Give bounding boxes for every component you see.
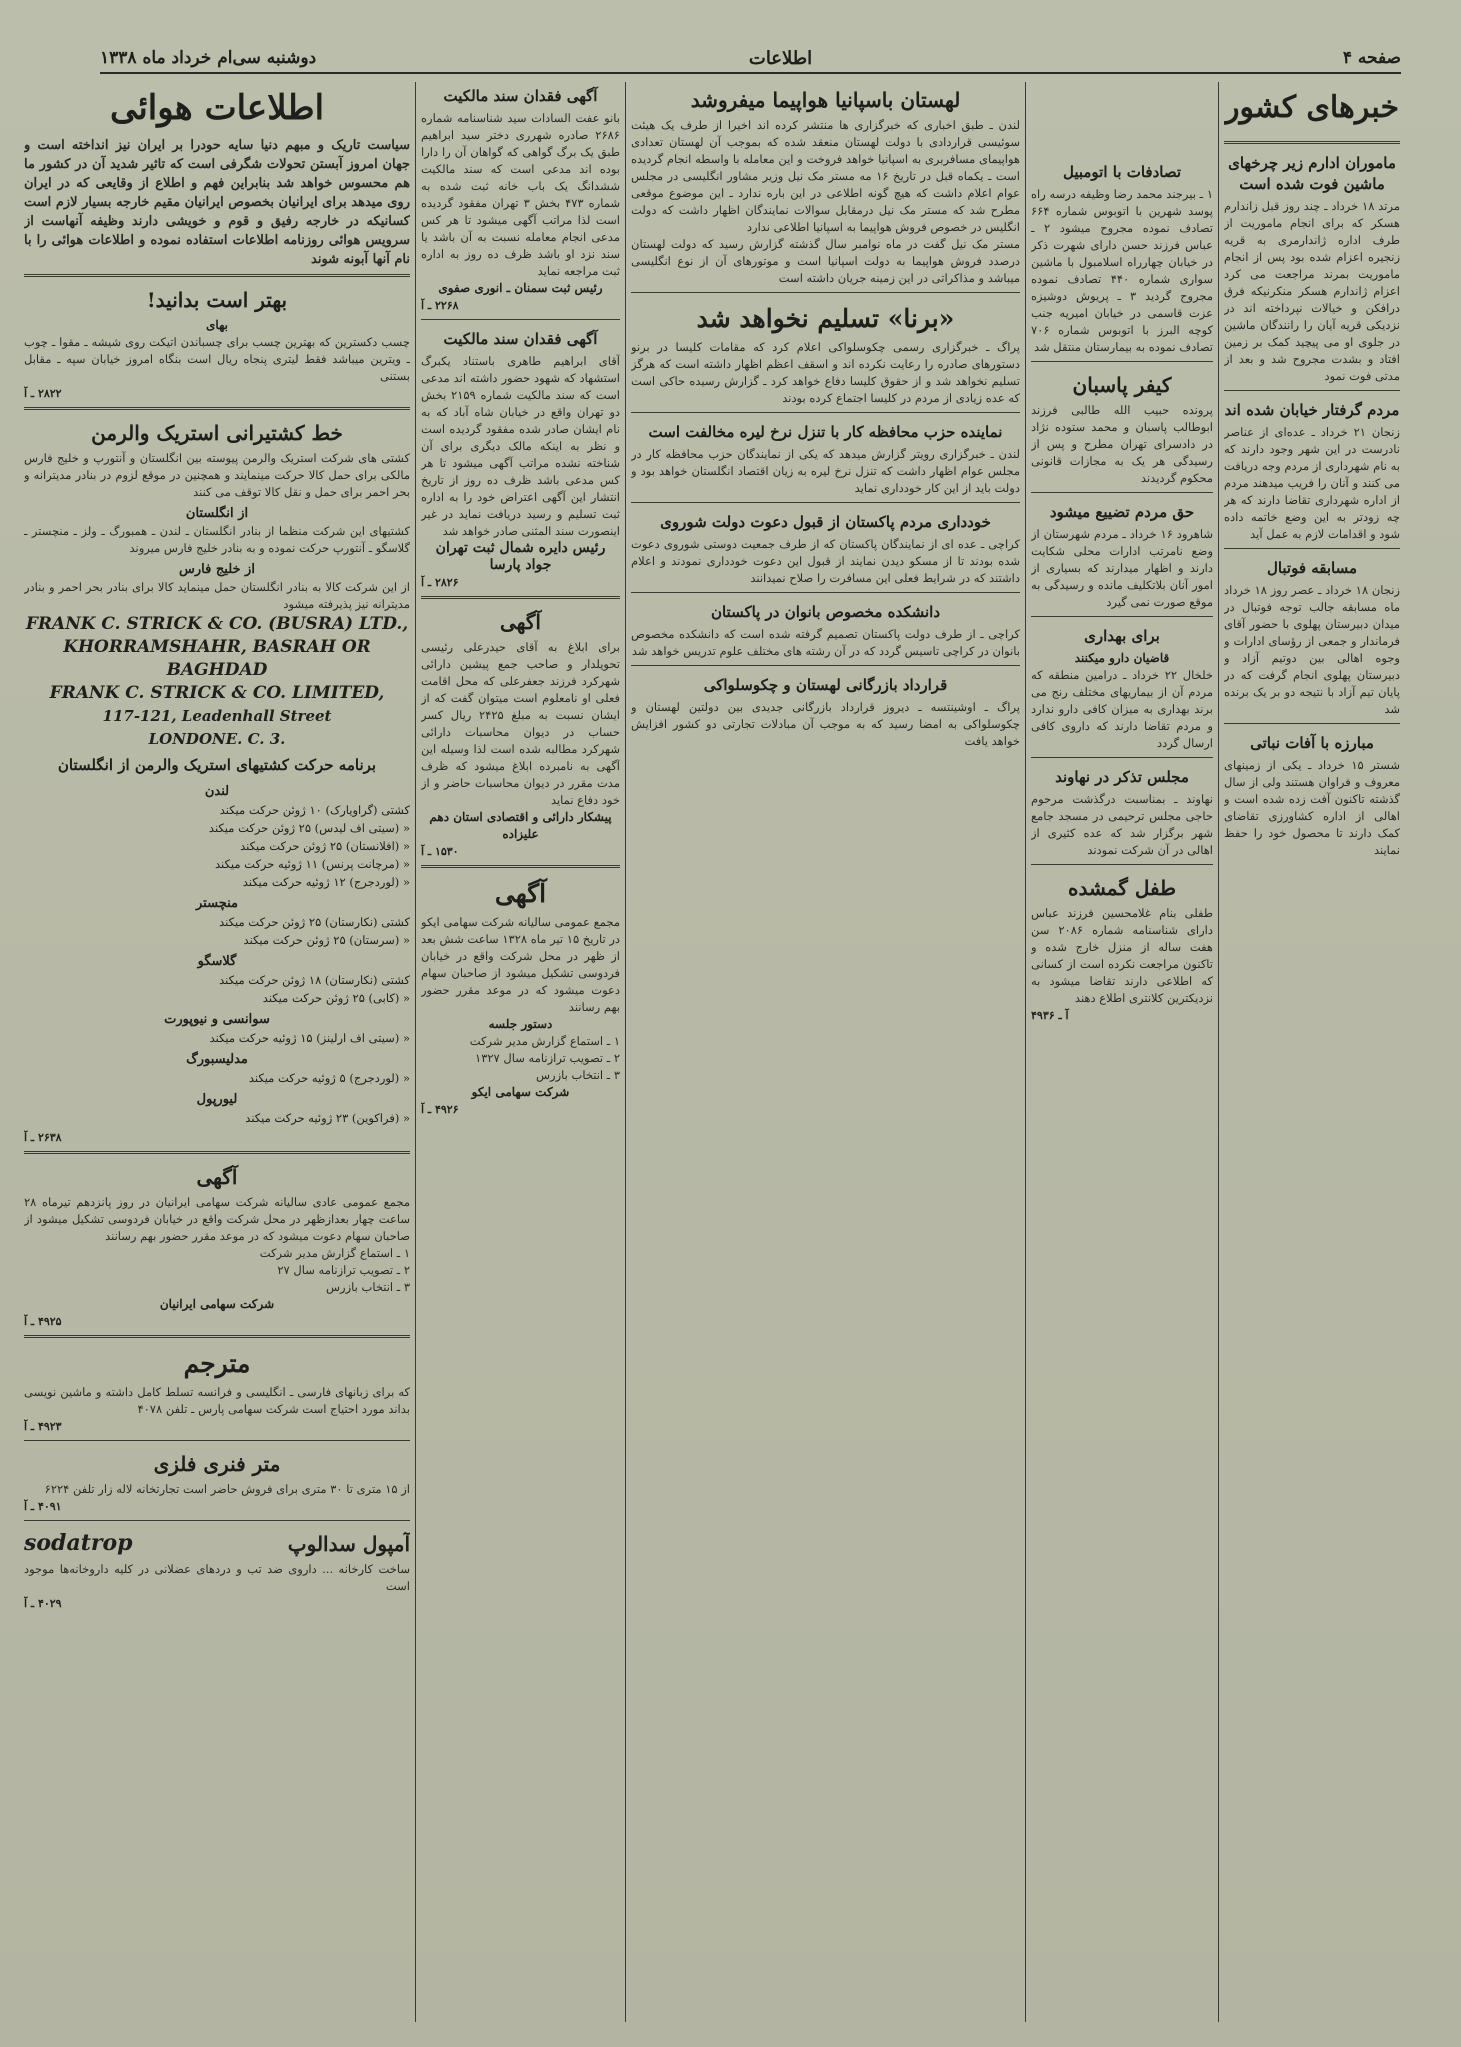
- divider: [24, 1440, 410, 1441]
- route-heading: از خلیج فارس: [179, 562, 255, 577]
- ad-subheadline: بهای: [206, 318, 228, 332]
- divider: [631, 592, 1020, 593]
- ad-signature: شرکت سهامی ایرانیان: [159, 1297, 275, 1311]
- divider: [1224, 723, 1400, 724]
- ad-code: ۴۹۲۵ ـ آ: [24, 1315, 62, 1328]
- article-body: خلخال ۲۲ خرداد ـ درامین منطقه که مردم آن از بیماریهای مختلف رنج می برند بهداری به میزان کافی دارو ندارد و مردم تقاضا دارند که داروی کافی ارسال گردد: [1031, 668, 1213, 750]
- notice-body: مجمع عمومی سالیانه شرکت سهامی ایکو در تاریخ ۱۵ تیر ماه ۱۳۲۸ ساعت شش بعد از ظهر در محل شرکت واقع در خیابان فردوسی تشکیل میشود از صاحبان سهام دعوت میشود که در موعد مقرر حضور بهم رسانند: [421, 915, 620, 1014]
- notice-signature: رئیس ثبت سمنان ـ انوری صفوی: [438, 281, 603, 295]
- divider: [1031, 361, 1213, 362]
- sailing-row: « (سیتی اف لیدس) ۲۵ ژوئن حرکت میکند: [208, 821, 410, 835]
- divider: [631, 502, 1020, 503]
- sailing-schedule: [24, 782, 410, 1127]
- agenda-item: ۳ ـ انتخاب بازرس: [326, 1280, 410, 1294]
- publication-name: اطلاعات: [748, 47, 813, 69]
- brand-logo: sodatrop: [24, 1530, 133, 1556]
- article-headline: نماینده حزب محافظه کار با تنزل نرخ لیره مخالفت است: [648, 423, 1003, 441]
- article-body: لندن ـ خبرگزاری رویتر گزارش میدهد که یکی از نمایندگان حزب محافظه کار در مجلس عوام اظهار داشت که تنزل نرخ لیره به زیان اقتصاد انگلستان خواهد بود و دولت باید از این کار خودداری نماید: [631, 447, 1020, 495]
- sailing-row: « (فراکوین) ۲۳ ژوئیه حرکت میکند: [245, 1111, 410, 1125]
- sailing-row: « (لوردجرج) ۵ ژوئیه حرکت میکند: [248, 1071, 410, 1085]
- divider: [24, 1151, 410, 1154]
- article-body: کراچی ـ از طرف دولت پاکستان تصمیم گرفته شده است که دانشکده مخصوص بانوان در کراچی تاسیس گردد که در آن رشته های مختلف علوم تدریس خواهد شد: [631, 627, 1020, 658]
- agenda-item: ۱ ـ استماع گزارش مدیر شرکت: [259, 1246, 410, 1260]
- ad-body: از این شرکت کالا به بنادر انگلستان حمل مینماید کالا برای بنادر بحر احمر و بنادر مدیترانه نیز پذیرفته میشود: [24, 580, 410, 611]
- sailing-row: کشتی (گراویارک) ۱۰ ژوئن حرکت میکند: [219, 803, 410, 817]
- notice-headline: آگهی فقدان سند مالکیت: [443, 330, 598, 348]
- article-headline: دانشکده مخصوص بانوان در پاکستان: [710, 603, 941, 621]
- divider: [1224, 548, 1400, 549]
- ad-headline: بهتر است بدانید!: [146, 288, 288, 312]
- article-headline: مردم گرفتار خیابان شده اند: [1224, 401, 1400, 419]
- article-body: مرتد ۱۸ خرداد ـ چند روز قبل زاندارم هسکر که برای انجام ماموریت از طرف اداره ژاندارمری به قریه زنجیره اعزام شده بود پس از انجام ماموریت بمرند مراجعت می کرد اعزام ژاندارم هسکر منکرنیکه فرق درافکن و خیالات نپرداخته اند در نزدیکی قریه آیان را رانندگان ماشین در جلوی او می پیچید کمک بر زمین افتاد و بشدت مجروح شد و بعد از مدتی فوت نمود: [1224, 199, 1400, 383]
- ad-code: ۱۵۳۰ ـ آ: [421, 845, 459, 858]
- promo-body: سیاست تاریک و مبهم دنیا سایه حودرا بر ایران نیز انداخته است و جهان امروز آبستن تحولات شگرفی است که تاثیر شدید آن در کشور ما هم محسوس خواهد شد بنابراین فهم و اطلاع از وقایعی که در ایران روی میدهد برای ایرانیان بخصوص ایرانیان مقیم خارجه بسیار لازم است کسانیکه در خارجه رفیق و قوم و خویشی دارند وظیفه آنهاست از سرویس هوائی روزنامه اطلاعات استفاده نموده و اطلاعات هوائی را با نام آنها آبونه شوند: [24, 138, 410, 267]
- company-address-line: LONDONE. C. 3.: [148, 730, 286, 748]
- ad-code: ۴۰۹۱ ـ آ: [24, 1500, 62, 1513]
- ad-body: که برای زبانهای فارسی ـ انگلیسی و فرانسه تسلط کامل داشته و ماشین نویسی بداند مورد احتیاج است شرکت سهامی پارس ـ تلفن ۴۰۷۸: [24, 1385, 410, 1416]
- notice-signature: شرکت سهامی ایکو: [471, 1085, 570, 1099]
- column-rule: [1218, 82, 1219, 2022]
- company-address-line: FRANK C. STRICK & CO. LIMITED,: [49, 683, 385, 703]
- schedule-headline: برنامه حرکت کشتیهای استریک والرمن از انگلستان: [57, 756, 377, 774]
- article-headline: حق مردم تضییع میشود: [1049, 503, 1195, 521]
- sailing-row: « (لوردجرج) ۱۲ ژوئیه حرکت میکند: [242, 875, 410, 889]
- issue-date: دوشنبه سی‌ام خرداد ماه ۱۳۳۸: [100, 48, 317, 68]
- article-body: کراچی ـ عده ای از نمایندگان پاکستان که از طرف جمعیت دوستی شوروی دعوت شده بودند تا از مسکو دیدن نمایند از قبول این دعوت خودداری نمودند و اعلام داشتند که در شرایط فعلی این مسافرت را صلاح نمیدانند: [631, 537, 1020, 585]
- divider: [1031, 757, 1213, 758]
- article-headline: لهستان باسپانیا هواپیما میفروشد: [690, 88, 961, 112]
- ad-code: ۴۰۲۹ ـ آ: [24, 1597, 62, 1610]
- divider: [24, 274, 410, 277]
- sailing-row: « (کابی) ۲۵ ژوئن حرکت میکند: [262, 991, 410, 1005]
- article-headline: برای بهداری: [1084, 627, 1160, 645]
- page-header: [100, 44, 1401, 74]
- agenda-item: ۱ ـ استماع گزارش مدیر شرکت: [469, 1034, 620, 1048]
- ad-body: کشتیهای این شرکت منظما از بنادر انگلستان ـ لندن ـ همبورگ ـ ولز ـ منچستر ـ گلاسگو ـ آنتورپ حرکت نموده و به بنادر خلیج فارس میروند: [24, 524, 410, 555]
- column-rule: [625, 82, 626, 2022]
- notice-signature: پیشکار دارائی و اقتصادی استان دهم علیزاده: [429, 810, 612, 841]
- notice-signature: رئیس دایره شمال ثبت تهران جواد پارسا: [435, 540, 606, 573]
- article-headline: تصادفات با اتومبیل: [1062, 163, 1182, 181]
- ad-body: چسب دکسترین که بهترین چسب برای چسباندن اتیکت روی شیشه ـ مقوا ـ چوب ـ ویترین میباشد فقط لیتری پنجاه ریال است بنگاه امروز خیابان سپه ـ مقابل بستنی: [24, 335, 410, 383]
- column-4: [421, 82, 620, 2022]
- agenda-title: دستور جلسه: [488, 1017, 553, 1031]
- article-body: پراگ ـ اوشینتسه ـ دیروز قرارداد بازرگانی جدیدی بین دولتین لهستان و چکوسلواکی به امضا رسید که به موجب آن مبادلات تجارتی دو کشور افزایش خواهد یافت: [631, 700, 1020, 748]
- sailing-row: « (سرستان) ۲۵ ژوئن حرکت میکند: [243, 933, 410, 947]
- divider: [1031, 492, 1213, 493]
- port-heading: مدلیسبورگ: [186, 1052, 248, 1067]
- column-5: [24, 82, 410, 2022]
- divider: [631, 665, 1020, 666]
- ad-code: آ ـ ۴۹۳۶: [1031, 1009, 1069, 1022]
- ad-code: ۴۹۲۳ ـ آ: [24, 1420, 62, 1433]
- ad-body: از ۱۵ متری تا ۳۰ متری برای فروش حاضر است تجارتخانه لاله زار تلفن ۶۲۲۴: [44, 1482, 410, 1496]
- agenda-item: ۳ ـ انتخاب بازرس: [536, 1068, 620, 1082]
- article-headline: ماموران ادارم زیر چرخهای ماشین فوت شده است: [1228, 154, 1396, 193]
- notice-headline: آگهی فقدان سند مالکیت: [443, 87, 598, 105]
- divider: [421, 319, 620, 320]
- divider: [1224, 390, 1400, 391]
- column-rule: [415, 82, 416, 2022]
- article-headline: مبارزه با آفات نباتی: [1250, 734, 1374, 752]
- ad-body: ساخت کارخانه ... داروی ضد تب و دردهای عضلانی در کلیه داروخانه‌ها موجود است: [24, 1562, 410, 1593]
- notice-headline: آگهی: [500, 610, 541, 634]
- section-title: خبرهای کشور: [1224, 90, 1400, 125]
- article-body: طفلی بنام غلامحسین فرزند عباس دارای شناسنامه شماره ۲۰۸۶ سن هفت ساله از منزل خارج شده و تاکنون مراجعت نکرده است از کسانی که اطلاعی دارند تقاضا میشود به نزدیکترین کلانتری اطلاع دهند: [1031, 906, 1213, 1005]
- article-headline: «برنا» تسلیم نخواهد شد: [696, 304, 955, 333]
- article-headline: مجلس تذکر در نهاوند: [1055, 768, 1189, 786]
- article-headline: مسابقه فوتبال: [1266, 559, 1358, 577]
- port-heading: منچستر: [196, 896, 238, 911]
- ad-headline: خط کشتیرانی استریک والرمن: [91, 421, 343, 445]
- article-body: لندن ـ طبق اخباری که خبرگزاری ها منتشر کرده اند اخیرا از طرف یک هیئت سوئیسی قراردادی با دولت لهستان منعقد شده که بموجب آن لهستان تعدادی هواپیمای مسافربری به اسپانیا خواهد فروخت و این معامله با واسطه انجام گردیده است ـ یکماه قبل در تاریخ ۱۶ مه مستر مک نیل وزیر مشاور انگلیسی در مجلس عوام اعلام داشت که هیچ گونه اطلاعی در این باره ندارد ـ این موضوع موقعی مطرح شد که مستر مک نیل درمقابل سوالات نمایندگان اظهار داشت که دولت انگلیس در خصوص فروش هواپیما به اسپانیا اطلاعی ندارد: [631, 118, 1020, 234]
- ad-body: مجمع عمومی عادی سالیانه شرکت سهامی ایرانیان در روز پانزدهم تیرماه ۲۸ ساعت چهار بعدازظهر در محل شرکت واقع در خیابان فردوسی تشکیل میشود از صاحبان سهام دعوت میشود که در موعد مقرر حضور بهم رسانند: [24, 1195, 410, 1243]
- article-headline: طفل گمشده: [1067, 876, 1177, 900]
- notice-body: بانو عفت السادات سید شناسنامه شماره ۲۶۸۶ صادره شهرری دختر سید ابراهیم طبق یک برگ گواهی که گواهان آن را دارا بوده اند مدعی است که سند مالکیت ششدانگ یک باب خانه ثبت شده به شماره ۴۷۳ بخش ۳ تهران مفقود گردیده است لذا مراتب آگهی میشود تا هر کس مدعی انجام معامله نسبت به آن باشد یا سند نزد او باشد ظرف ده روز به اداره ثبت مراجعه نماید: [421, 111, 620, 278]
- port-heading: لندن: [204, 784, 230, 799]
- article-subheadline: قاضیان دارو میکنند: [1074, 651, 1170, 665]
- notice-headline: آگهی: [494, 879, 547, 908]
- column-rule: [1025, 82, 1026, 2022]
- article-body: زنجان ۱۸ خرداد ـ عصر روز ۱۸ خرداد ماه مسابقه جالب توجه فوتبال در میدان دبیرستان پهلوی با حضور آقای فرماندار و جمعی از رؤسای ادارات و وجوه اهالی بین دوتیم آزاد و دبیرستان پهلوی انجام گرفت که در پایان تیم آزاد با نتیجه دو بر یک برنده شد: [1224, 583, 1400, 716]
- article-body: ۱ ـ بیرجند محمد رضا وظیفه درسه راه پوسد شهرین با اتوبوس شماره ۶۶۴ تصادف نموده مجروح میشود ۲ ـ عباس فرزند حسن دارای شهرت ذکر در خیابان چهارراه اسلامبول با ماشین سواری شماره ۴۴۰ تصادف نموده مجروح گردید ۳ ـ پریوش دوشیزه عزت قاسمی در خیابان امیریه جنب کوچه البرز با اتوبوس شماره ۷۰۶ تصادف نموده به بیمارستان منتقل شد: [1031, 187, 1213, 354]
- ad-headline: آمپول سدالوپ: [287, 1532, 410, 1556]
- article-body: نهاوند ـ بمناسبت درگذشت مرحوم حاجی مجلس ترحیمی در مسجد جامع شهر برگزار شد که عده کثیری از اهالی در آن شرکت نمودند: [1031, 792, 1213, 857]
- port-heading: گلاسگو: [197, 954, 237, 969]
- ad-headline: مترجم: [183, 1349, 251, 1378]
- ad-headline: آگهی: [196, 1165, 238, 1189]
- sailing-row: « (مرچانت پرنس) ۱۱ ژوئیه حرکت میکند: [215, 857, 410, 871]
- article-headline: کیفر پاسبان: [1072, 373, 1172, 397]
- column-2: [1031, 82, 1213, 2022]
- page-number: صفحه ۴: [1342, 48, 1401, 68]
- company-address-line: FRANK C. STRICK & CO. (BUSRA) LTD.,: [25, 614, 409, 634]
- article-body: پرونده حبیب الله طالبی فرزند ابوطالب پاسبان و محمد ستوده نژاد در دادسرای تهران مطرح و پس از رسیدگی هر یک به مجازات قانونی محکوم گردیدند: [1031, 403, 1213, 485]
- article-body: پراگ ـ خبرگزاری رسمی چکوسلواکی اعلام کرد که مقامات کلیسا در برنو دستورهای صادره را رعایت نکرده اند و اسقف اعظم اظهار داشته است که هرگز تسلیم نخواهد شد و از حقوق کلیسا دفاع خواهد کرد ـ گزارش رسیده حاکی است که عده زیادی از مردم در کلیسا اجتماع کرده بودند: [631, 340, 1020, 405]
- sailing-row: « (افلانستان) ۲۵ ژوئن حرکت میکند: [240, 839, 410, 853]
- article-headline: خودداری مردم پاکستان از قبول دعوت دولت شوروی: [660, 513, 991, 531]
- column-3: [631, 82, 1020, 2022]
- company-address-line: 117-121, Leadenhall Street: [102, 707, 332, 725]
- ad-code: ۲۸۲۶ ـ آ: [421, 576, 459, 589]
- article-body: زنجان ۲۱ خرداد ـ عده‌ای از عناصر نادرست در این شهر وجود دارند که به نام شهرداری از مردم وجه دریافت می کنند و آنان را فریب میدهند مردم از اداره شهرداری تقاضا دارند که هر چه زودتر به این وضع خاتمه داده شود و اقدامات لازم به عمل آید: [1224, 425, 1400, 541]
- divider: [1031, 864, 1213, 865]
- ad-headline: متر فنری فلزی: [153, 1452, 281, 1476]
- ad-code: ۴۹۲۶ ـ آ: [421, 1103, 459, 1116]
- divider: [24, 1520, 410, 1521]
- article-body: شستر ۱۵ خرداد ـ یکی از زمینهای معروف و فراوان هستند ولی از سال گذشته تاکنون آفت زده شده است و اهالی از اداره کشاورزی تقاضای کمک دارند تا محصول خود را حفظ نمایند: [1224, 758, 1400, 857]
- divider: [421, 865, 620, 868]
- notice-body: برای ابلاغ به آقای حیدرعلی رئیسی تحویلدار و صاحب جمع پیشین دارائی شهرکرد فرزند جعفرعلی که محل اقامت فعلی او نامعلوم است میتوان گفت که از ایشان نسبت به مبلغ ۲۴۲۵ ریال کسر حساب در دیوان محاسبات دارائی شهرکرد مطالبه شده است لذا وسیله این آگهی به نامبرده ابلاغ میشود که ظرف مدت مقرر در دیوان محاسبات حاضر و از خود دفاع نماید: [421, 640, 620, 807]
- sailing-row: کشتی (نکارستان) ۲۵ ژوئن حرکت میکند: [219, 915, 410, 929]
- route-heading: از انگلستان: [185, 506, 249, 521]
- divider: [1031, 616, 1213, 617]
- article-body: شاهرود ۱۶ خرداد ـ مردم شهرستان از وضع نامرتب ادارات محلی شکایت دارند و اظهار میدارند که بسیاری از امور آنان بلاتکلیف مانده و رسیدگی به موقع صورت نمی گیرد: [1031, 527, 1213, 609]
- ad-body: کشتی های شرکت استریک والرمن پیوسته بین انگلستان و آنتورپ و خلیج فارس مالکی برای حمل کالا حرکت مینمایند و همچنین در موقع لزوم در بنادر مدیترانه و بحر احمر برای حمل و نقل کالا توقف می کنند: [24, 451, 410, 499]
- divider: [631, 292, 1020, 293]
- agenda-item: ۲ ـ تصویب ترازنامه سال ۱۳۲۷: [475, 1051, 620, 1065]
- divider: [1224, 141, 1400, 144]
- article-body: مستر مک نیل گفت در ماه نوامبر سال گذشته گزارش رسید که دولت لهستان درصدد فروش هواپیما به دولت اسپانیا است و موتورهای آن از نوع انگلیسی میباشد و مذاکراتی در این زمینه جریان داشته است: [631, 237, 1020, 285]
- agenda-item: ۲ ـ تصویب ترازنامه سال ۲۷: [277, 1263, 410, 1277]
- port-heading: لیورپول: [196, 1092, 238, 1107]
- sailing-row: « (سیتی اف ارلینز) ۱۵ ژوئیه حرکت میکند: [209, 1031, 410, 1045]
- divider: [24, 1335, 410, 1338]
- column-1: [1224, 82, 1400, 2022]
- ad-code: ۲۶۳۸ ـ آ: [24, 1131, 62, 1144]
- notice-body: آقای ابراهیم طاهری باستناد یکبرگ استشهاد که شهود حضور داشته اند مدعی است که سند مالکیت شماره ۲۱۵۹ بخش دو تهران واقع در خیابان شاه آباد که به نام ایشان صادر شده مفقود گردیده است و نظر به اینکه مالک دیگری برای آن شناخته نشده مراتب آگهی میشود تا هر کس مدعی باشد ظرف ده روز از تاریخ انتشار این آگهی اعتراض خود را به اداره ثبت تسلیم و رسید دریافت نماید در غیر اینصورت سند المثنی صادر خواهد شد: [421, 354, 620, 538]
- company-address-line: KHORRAMSHAHR, BASRAH OR BAGHDAD: [63, 637, 371, 680]
- divider: [24, 407, 410, 410]
- ad-code: ۲۸۲۲ ـ آ: [24, 387, 62, 400]
- article-headline: قرارداد بازرگانی لهستان و چکوسلواکی: [703, 676, 948, 694]
- section-title: اطلاعات هوائی: [109, 88, 325, 128]
- ad-code: ۲۲۶۸ ـ آ: [421, 299, 459, 312]
- divider: [631, 412, 1020, 413]
- sailing-row: کشتی (نکارستان) ۱۸ ژوئن حرکت میکند: [219, 973, 410, 987]
- divider: [421, 596, 620, 599]
- port-heading: سوانسی و نیوپورت: [164, 1012, 270, 1027]
